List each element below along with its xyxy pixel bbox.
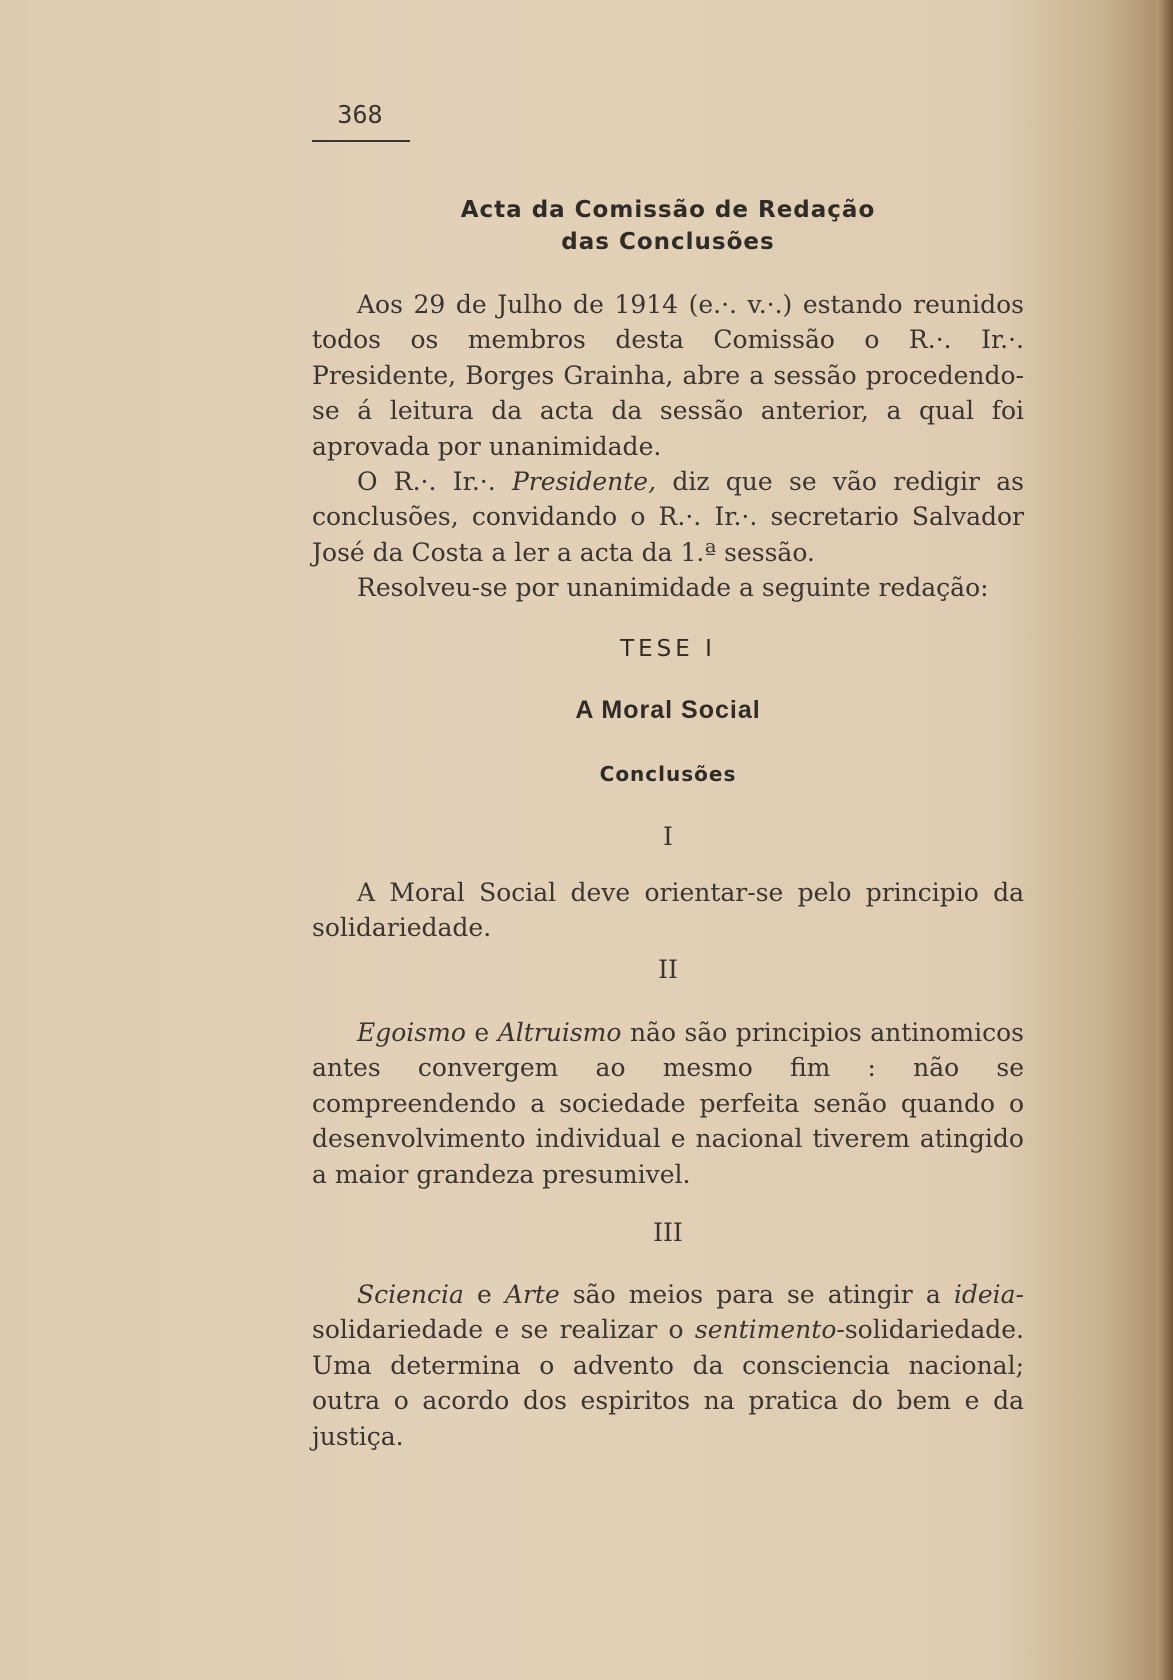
section-3-text-3: solidariedade e se realizar o [312, 1315, 695, 1345]
section-numeral-2: II [658, 955, 678, 984]
section-3-emphasis-2: Arte [504, 1280, 560, 1309]
page-number-rule [312, 140, 410, 142]
conclusions-label: Conclusões [599, 762, 737, 786]
page-edge-shadow [1157, 0, 1173, 1680]
section-2-paragraph [312, 1015, 1024, 1192]
section-3-text-1: e [463, 1280, 505, 1309]
section-1-paragraph: A Moral Social deve orientar-se pelo principio da solidariedade. [312, 878, 1024, 943]
intro-paragraph-2-emphasis: Presidente, [511, 467, 657, 497]
section-3-text-2: são meios para se atingir a [559, 1280, 954, 1309]
document-title-line-2: das Conclusões [561, 229, 775, 255]
section-2-text-2: não são principios antinomicos antes convergem ao mesmo fim : não se compreendendo a sociedade perfeita senão quando o desenvolvimento individual e nacional tiverem atingido a maior grandeza presumivel. [312, 1018, 1024, 1189]
intro-paragraph-2 [312, 464, 1024, 570]
intro-paragraph-3: Resolveu-se por unanimidade a seguinte redação: [357, 573, 989, 603]
tese-label: TESE I [620, 636, 716, 662]
section-3-text [312, 1277, 1024, 1454]
tese-title: A Moral Social [575, 696, 761, 724]
section-2-emphasis-2: Altruismo [497, 1018, 622, 1047]
document-title-line-1: Acta da Comissão de Redação [460, 197, 876, 223]
section-3-text-4: -solidariedade. Uma determina o advento da consciencia nacional; outra o acordo dos espiritos na pratica do bem e da justiça. [312, 1315, 1024, 1451]
section-2-text [312, 1015, 1024, 1192]
section-2-emphasis-1: Egoismo [357, 1018, 466, 1047]
section-3-emphasis-3: ideia- [953, 1280, 1024, 1309]
intro-paragraph-1: Aos 29 de Julho de 1914 (e.·. v.·.) estando reunidos todos os membros desta Comissão o R.·. Ir.·. Presidente, Borges Grainha, abre a sessão procedendo-se á leitura da acta da sessão anterior, a qual foi aprovada por unanimidade. [312, 290, 1024, 461]
section-numeral-3: III [653, 1218, 683, 1247]
section-3-paragraph [312, 1277, 1024, 1454]
section-2-text-1: e [465, 1018, 498, 1047]
intro-text [312, 287, 1024, 606]
section-1-text [312, 875, 1024, 946]
section-numeral-1: I [663, 822, 673, 851]
section-3-emphasis-4: sentimento [694, 1315, 837, 1345]
page-number: 368 [337, 100, 383, 129]
intro-paragraph-2-end: diz que se vão redigir as conclusões, convidando o R.·. Ir.·. secretario Salvador José da Costa a ler a acta da 1.ª sessão. [312, 467, 1024, 567]
intro-paragraph-2-start: O R.·. Ir.·. [357, 467, 512, 497]
section-3-emphasis-1: Sciencia [357, 1280, 464, 1309]
